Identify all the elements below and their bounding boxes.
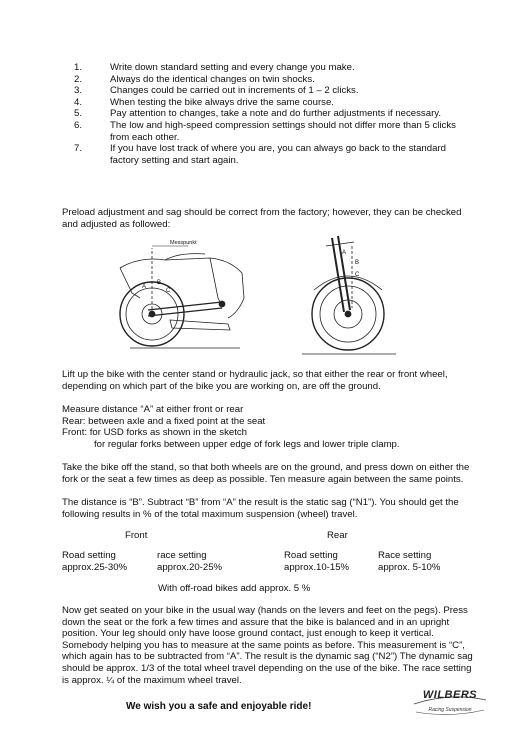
setting-label: Race setting <box>378 550 432 561</box>
setting-rear-road <box>284 550 349 573</box>
step-item <box>74 85 474 97</box>
setting-rear-race <box>378 550 440 573</box>
step-item <box>74 143 474 166</box>
setting-label: race setting <box>157 550 207 561</box>
label-b-front: B <box>355 260 360 266</box>
step-item <box>74 62 474 74</box>
seated-text: Now get seated on your bike in the usual way (hands on the levers and feet on the pegs). Press down the seat or the fork a few times and assure that the bike is balanced and in an upright position. Your leg should only have loose ground contact, just enough to keep it vertical. Somebody helping you has to measure at the same points as before. This measurement is “C”, which again has to be subtracted from “A”. The result is the dynamic sag (“N2”) The dynamic sag should be approx. 1/3 of the total wheel travel depending on the use of the bike. The race setting is approx. ¼ of the maximum wheel travel. <box>62 605 473 686</box>
setting-label: Road setting <box>284 550 338 561</box>
step-number: 3. <box>74 85 83 97</box>
setting-value: approx. 5-10% <box>378 561 441 573</box>
setting-label: Road setting <box>62 550 116 561</box>
step-number: 5. <box>74 108 83 120</box>
step-number: 2. <box>74 73 83 85</box>
setting-value: approx.20-25% <box>157 561 223 573</box>
rear-suspension-sketch <box>110 238 250 358</box>
measure-line-2: Rear: between axle and a fixed point at the seat <box>62 415 266 427</box>
step-item <box>74 74 474 86</box>
setting-value: approx.25-30% <box>62 561 128 573</box>
logo-tagline: Racing Suspension <box>428 707 472 713</box>
step-text: Always do the identical changes on twin shocks. <box>110 73 315 85</box>
step-text: When testing the bike always drive the same course. <box>110 96 334 108</box>
step-text: Changes could be carried out in increments of 1 – 2 clicks. <box>110 85 359 97</box>
label-c-front: C <box>355 272 360 278</box>
front-fork-sketch <box>292 232 404 360</box>
measure-line-3: Front: for USD forks as shown in the sketch <box>62 427 248 439</box>
step-number: 7. <box>74 143 83 155</box>
measure-line-4: for regular forks between upper edge of fork legs and lower triple clamp. <box>94 438 400 450</box>
step-item <box>74 108 474 120</box>
label-a-front: A <box>342 250 347 256</box>
lift-text: Lift up the bike with the center stand or hydraulic jack, so that either the rear or front wheel, depending on which part of the bike you are working on, are off the ground. <box>62 369 448 392</box>
step-text: The low and high-speed compression settings should not differ more than 5 clicks from each other. <box>110 119 456 143</box>
steps-list <box>74 62 474 166</box>
measure-point-label: Messpunkt <box>170 240 197 246</box>
step-text: Write down standard setting and every change you make. <box>110 62 355 73</box>
step-number: 6. <box>74 119 83 131</box>
label-b-rear: B <box>157 280 162 286</box>
preload-intro: Preload adjustment and sag should be correct from the factory; however, they can be checked and adjusted as followed: <box>62 207 462 230</box>
label-c-rear: C <box>166 288 171 294</box>
step-text: Pay attention to changes, take a note and do further adjustments if necessary. <box>110 108 442 120</box>
step-number: 1. <box>74 62 83 73</box>
measure-line-1: Measure distance “A” at either front or rear <box>62 404 244 415</box>
rear-heading: Rear <box>327 530 348 541</box>
setting-front-road <box>62 550 127 573</box>
wilbers-logo <box>410 690 490 720</box>
setting-value: approx.10-15% <box>284 561 350 573</box>
offroad-note: With off-road bikes add approx. 5 % <box>158 583 311 594</box>
logo-name: WILBERS <box>422 689 478 701</box>
setting-front-race <box>157 550 222 573</box>
closing-wish: We wish you a safe and enjoyable ride! <box>126 701 312 712</box>
step-text: If you have lost track of where you are, you can always go back to the standard factory setting and start again. <box>110 143 446 166</box>
distance-text: The distance is “B”. Subtract “B” from “A” the result is the static sag (“N1”). You should get the following results in % of the total maximum suspension (wheel) travel. <box>62 497 459 520</box>
step-item <box>74 120 474 143</box>
step-item <box>74 97 474 109</box>
measure-block <box>62 404 474 450</box>
front-heading: Front <box>125 530 148 541</box>
label-a-rear: A <box>142 284 147 290</box>
step-number: 4. <box>74 96 83 108</box>
stand-text: Take the bike off the stand, so that both wheels are on the ground, and press down on either the fork or the seat a few times as deep as possible. Ten measure again between the same points. <box>62 462 470 485</box>
